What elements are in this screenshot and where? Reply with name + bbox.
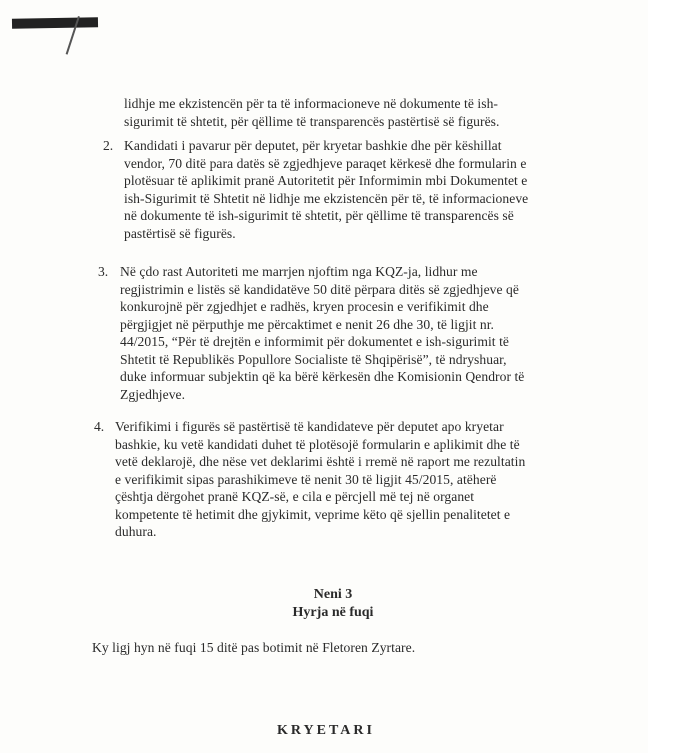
article-title: Hyrja në fuqi	[292, 605, 374, 620]
text-line: sigurimit të shtetit, për qëllime të transparencës pastërtisë së figurës.	[124, 113, 500, 129]
page-margin	[648, 0, 678, 753]
intro-paragraph	[124, 95, 566, 130]
text-line: në dokumente të ish-sigurimit të shtetit, për qëllime të transparencës së	[124, 208, 514, 223]
article-text	[92, 639, 562, 657]
item-number: 4.	[94, 419, 105, 434]
redaction-mark	[12, 17, 98, 28]
item-number: 2.	[103, 138, 114, 153]
signature-title: KRYETARI	[277, 723, 375, 738]
text-line: bashkie, ku vetë kandidati duhet të plotësojë formularin e aplikimit dhe të	[115, 436, 520, 452]
item-paragraph	[115, 418, 567, 541]
item-paragraph	[120, 263, 566, 403]
text-line: Kandidati i pavarur për deputet, për kryetar bashkie dhe për këshillat	[124, 138, 502, 153]
text-line: duke informuar subjektin që ka bërë kërkesën dhe Komisionin Qendror të	[120, 369, 525, 384]
text-line: Verifikimi i figurës së pastërtisë të kandidateve për deputet apo kryetar	[115, 419, 504, 434]
text-line: vetë deklarojë, dhe nëse vet deklarimi është i rremë në raport me rezultatin	[115, 454, 526, 469]
text-line: Shtetit të Republikës Popullore Socialiste të Shqipërisë”, të ndryshuar,	[120, 351, 507, 367]
text-line: plotësuar të aplikimit pranë Autoritetit për Informimin mbi Dokumentet e	[124, 173, 528, 188]
item-paragraph	[124, 137, 566, 242]
article-number: Neni 3	[313, 587, 353, 602]
text-line: vendor, 70 ditë para datës së zgjedhjeve paraqet kërkesë dhe formularin e	[124, 155, 527, 171]
text-line: Zgjedhjeve.	[120, 386, 186, 402]
text-line: kompetente të hetimit dhe gjykimit, veprime këto që sjellin penalitetet e	[115, 506, 511, 522]
text-line: Në çdo rast Autoriteti me marrjen njoftim nga KQZ-ja, lidhur me	[120, 264, 478, 279]
text-line: Ky ligj hyn në fuqi 15 ditë pas botimit në Fletoren Zyrtare.	[92, 640, 416, 655]
text-line: konkurojnë për zgjedhjet e radhës, kryen procesin e verifikimit dhe	[120, 299, 489, 314]
item-number: 3.	[98, 264, 109, 279]
text-line: e verifikimit sipas parashikimeve të nenit 30 të ligjit 45/2015, atëherë	[115, 471, 497, 487]
text-line: ish-Sigurimit të Shtetit në lidhje me ekzistencën për të, të informacioneve	[124, 190, 529, 206]
text-line: përgjigjet në përputhje me përcaktimet e nenit 26 dhe 30, të ligjit nr.	[120, 316, 494, 332]
text-line: çështja dërgohet pranë KQZ-së, e cila e përcjell më tej në organet	[115, 489, 475, 504]
text-line: regjistrimin e listës së kandidatëve 50 ditë përpara ditës së zgjedhjeve që	[120, 281, 519, 297]
text-line: 44/2015, “Për të drejtën e informimit për dokumentet e ish-sigurimit të	[120, 334, 509, 349]
text-line: duhura.	[115, 524, 157, 539]
text-line: pastërtisë së figurës.	[124, 225, 236, 241]
text-line: lidhje me ekzistencën për ta të informacioneve në dokumente të ish-	[124, 96, 499, 111]
